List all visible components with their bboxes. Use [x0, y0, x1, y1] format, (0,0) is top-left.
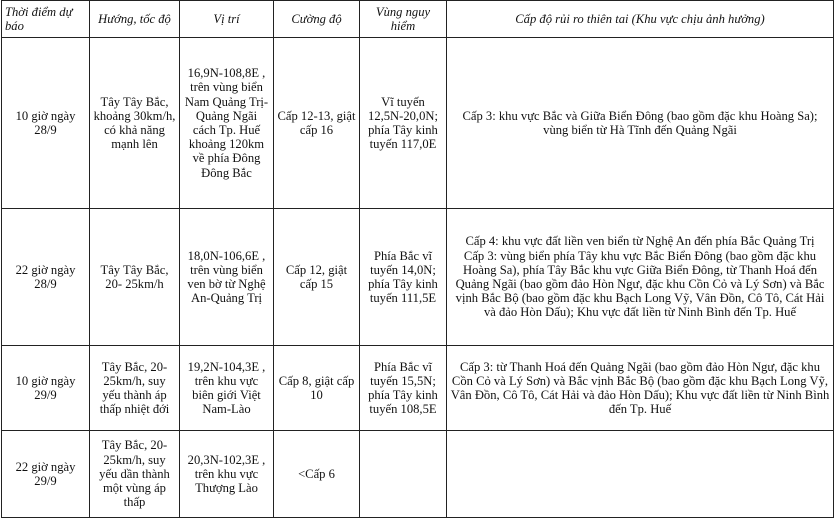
table-row: [2, 346, 834, 431]
cell-position: 20,3N-102,3E , trên khu vực Thượng Lào: [180, 431, 274, 518]
cell-direction: Tây Bắc, 20-25km/h, suy yếu dần thành một vùng áp thấp: [90, 431, 180, 518]
cell-direction: Tây Bắc, 20-25km/h, suy yếu thành áp thấp nhiệt đới: [90, 346, 180, 431]
cell-danger-zone: [360, 431, 447, 518]
cell-time: 22 giờ ngày 28/9: [2, 209, 90, 346]
cell-intensity: Cấp 8, giật cấp 10: [274, 346, 360, 431]
table-row: [2, 431, 834, 518]
cell-risk-level: [447, 38, 834, 209]
risk-line: Cấp 3: từ Thanh Hoá đến Quảng Ngãi (bao gồm đảo Hòn Ngư, đặc khu Cồn Cỏ và Lý Sơn) và Bắc vịnh Bắc Bộ (bao gồm đặc khu Bạch Long Vỹ, Vân Đồn, Cô Tô, Cát Hải và đảo Hòn Dấu); Khu vực đất liền từ Ninh Bình đến Tp. Huế: [450, 359, 830, 417]
risk-line: Cấp 3: vùng biển phía Tây khu vực Bắc Biển Đông (bao gồm đặc khu Hoàng Sa), phía Tây Bắc khu vực Giữa Biển Đông, từ Thanh Hoá đến Quảng Ngãi (bao gồm đảo Hòn Ngư, đặc khu Cồn Cỏ và Lý Sơn) và Bắc vịnh Bắc Bộ (bao gồm đặc khu Bạch Long Vỹ, Vân Đồn, Cô Tô, Cát Hải và đảo Hòn Dấu); Khu vực đất liền từ Ninh Bình đến Tp. Huế: [455, 248, 825, 320]
cell-time: 10 giờ ngày 29/9: [2, 346, 90, 431]
cell-intensity: Cấp 12-13, giật cấp 16: [274, 38, 360, 209]
cell-risk-level: [447, 346, 834, 431]
cell-intensity: Cấp 12, giật cấp 15: [274, 209, 360, 346]
cell-direction: Tây Tây Bắc, 20- 25km/h: [90, 209, 180, 346]
header-time: Thời điểm dự báo: [2, 1, 90, 38]
cell-position: 16,9N-108,8E , trên vùng biển Nam Quảng Trị-Quảng Ngãi cách Tp. Huế khoảng 120km về phía Đông Đông Bắc: [180, 38, 274, 209]
risk-line: Cấp 4: khu vực đất liền ven biển từ Nghệ An đến phía Bắc Quảng Trị: [465, 234, 815, 249]
cell-intensity: <Cấp 6: [274, 431, 360, 518]
header-risk-level: Cấp độ rủi ro thiên tai (Khu vực chịu ảnh hưởng): [447, 1, 834, 38]
risk-line: Cấp 3: khu vực Bắc và Giữa Biển Đông (bao gồm đặc khu Hoàng Sa); vùng biển từ Hà Tĩnh đến Quảng Ngãi: [462, 108, 818, 137]
header-direction: Hướng, tốc độ: [90, 1, 180, 38]
cell-danger-zone: Vĩ tuyến 12,5N-20,0N; phía Tây kinh tuyến 117,0E: [360, 38, 447, 209]
cell-danger-zone: Phía Bắc vĩ tuyến 14,0N; phía Tây kinh tuyến 111,5E: [360, 209, 447, 346]
cell-direction: Tây Tây Bắc, khoảng 30km/h, có khả năng mạnh lên: [90, 38, 180, 209]
header-row: [2, 1, 834, 38]
cell-position: 19,2N-104,3E , trên khu vực biên giới Việt Nam-Lào: [180, 346, 274, 431]
header-position: Vị trí: [180, 1, 274, 38]
cell-time: 22 giờ ngày 29/9: [2, 431, 90, 518]
cell-position: 18,0N-106,6E , trên vùng biển ven bờ từ Nghệ An-Quảng Trị: [180, 209, 274, 346]
header-danger-zone: Vùng nguy hiểm: [360, 1, 447, 38]
cell-risk-level: [447, 209, 834, 346]
table-row: [2, 38, 834, 209]
cell-risk-level: [447, 431, 834, 518]
header-intensity: Cường độ: [274, 1, 360, 38]
forecast-table: [1, 0, 834, 518]
cell-time: 10 giờ ngày 28/9: [2, 38, 90, 209]
cell-danger-zone: Phía Bắc vĩ tuyến 15,5N; phía Tây kinh tuyến 108,5E: [360, 346, 447, 431]
table-row: [2, 209, 834, 346]
